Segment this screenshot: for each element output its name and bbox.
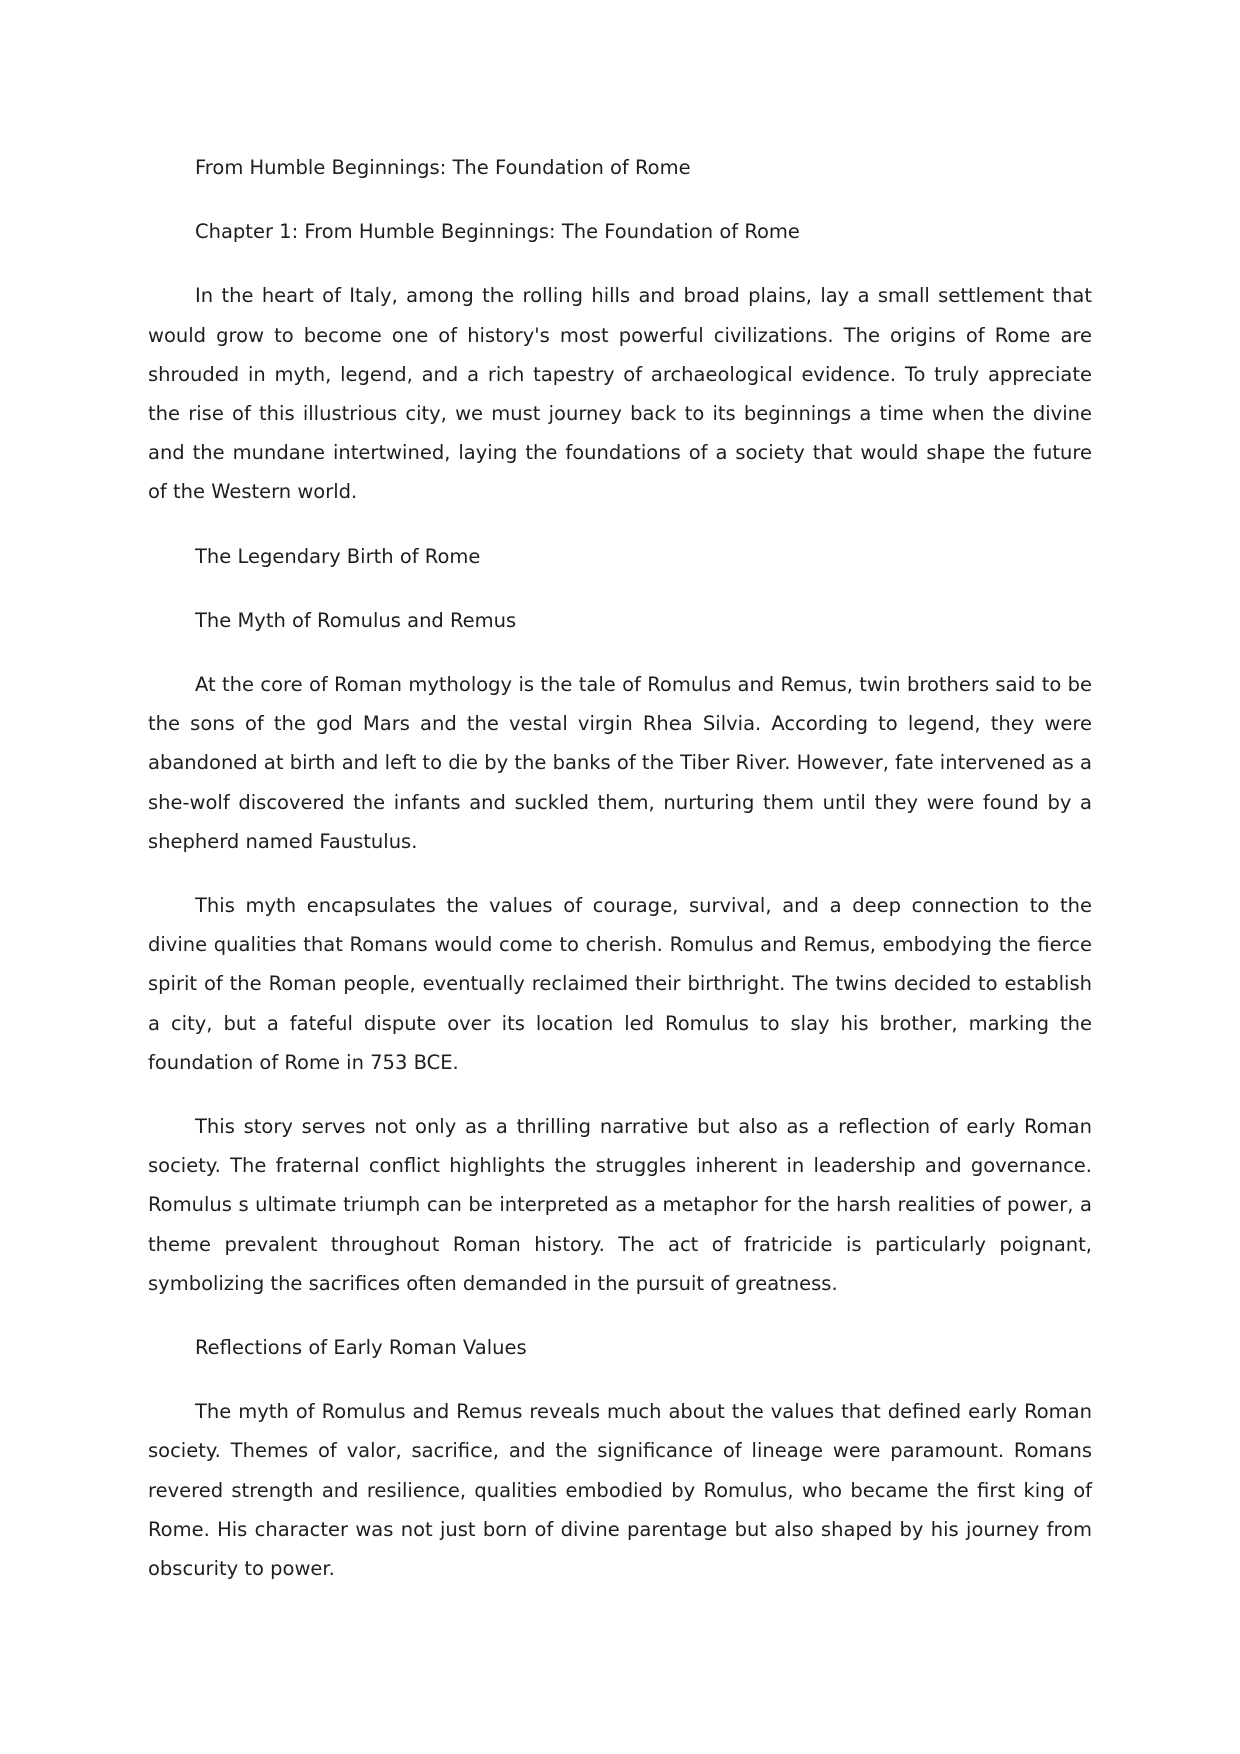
subsection-heading-myth: The Myth of Romulus and Remus [195, 608, 517, 632]
body-paragraph-2: This myth encapsulates the values of courage, survival, and a deep connection to the divine qualities that Romans would come to cherish. Romulus and Remus, embodying the fierce spirit of the Roman people, eventually reclaimed their birthright. The twins decided to establish a city, but a fateful dispute over its location led Romulus to slay his brother, marking the foundation of Rome in 753 BCE. [148, 894, 1092, 1074]
document-title: From Humble Beginnings: The Foundation of Rome [195, 156, 691, 179]
section-heading: The Legendary Birth of Rome [195, 544, 481, 568]
chapter-heading: Chapter 1: From Humble Beginnings: The Foundation of Rome [195, 220, 800, 244]
document-page [148, 148, 1092, 1588]
intro-paragraph: In the heart of Italy, among the rolling hills and broad plains, lay a small settlement that would grow to become one of history's most powerful civilizations. The origins of Rome are shrouded in myth, legend, and a rich tapestry of archaeological evidence. To truly appreciate the rise of this illustrious city, we must journey back to its beginnings a time when the divine and the mundane intertwined, laying the foundations of a society that would shape the future of the Western world. [148, 284, 1092, 504]
body-paragraph-3: This story serves not only as a thrilling narrative but also as a reflection of early Roman society. The fraternal conflict highlights the struggles inherent in leadership and governance. Romulus s ultimate triumph can be interpreted as a metaphor for the harsh realities of power, a theme prevalent throughout Roman history. The act of fratricide is particularly poignant, symbolizing the sacrifices often demanded in the pursuit of greatness. [148, 1115, 1092, 1295]
body-paragraph-1: At the core of Roman mythology is the tale of Romulus and Remus, twin brothers said to be the sons of the god Mars and the vestal virgin Rhea Silvia. According to legend, they were abandoned at birth and left to die by the banks of the Tiber River. However, fate intervened as a she-wolf discovered the infants and suckled them, nurturing them until they were found by a shepherd named Faustulus. [148, 673, 1092, 853]
body-paragraph-4: The myth of Romulus and Remus reveals much about the values that defined early Roman society. Themes of valor, sacrifice, and the significance of lineage were paramount. Romans revered strength and resilience, qualities embodied by Romulus, who became the first king of Rome. His character was not just born of divine parentage but also shaped by his journey from obscurity to power. [148, 1400, 1092, 1581]
subsection-heading-values: Reflections of Early Roman Values [195, 1336, 527, 1360]
